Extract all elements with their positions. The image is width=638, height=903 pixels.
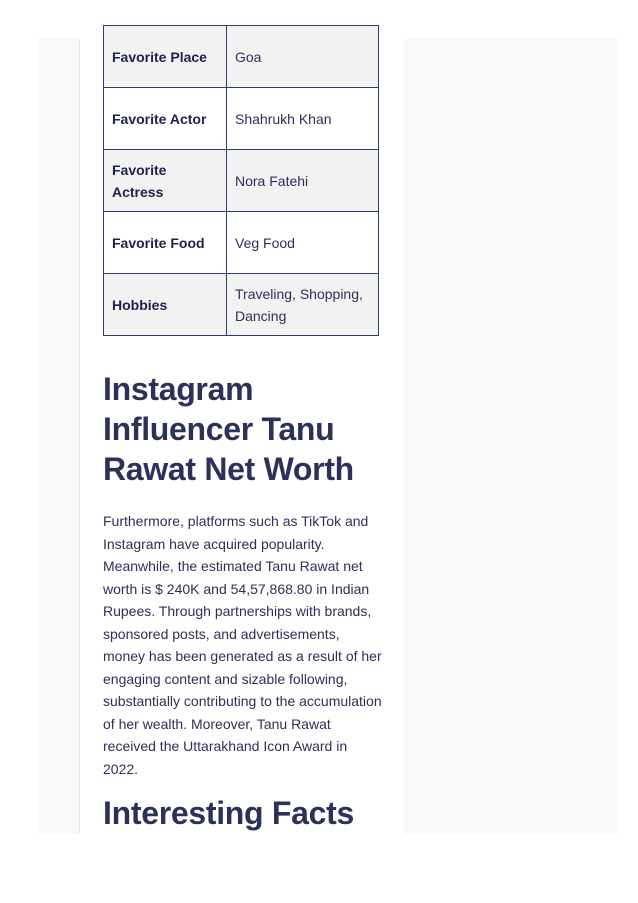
- net-worth-heading: Instagram Influencer Tanu Rawat Net Worth: [103, 371, 354, 487]
- table-row-value: Traveling, Shopping, Dancing: [227, 274, 379, 336]
- table-row-label: Favorite Food: [104, 212, 227, 274]
- table-row: [104, 274, 379, 336]
- table-row-value: Shahrukh Khan: [227, 88, 379, 150]
- interesting-facts-heading: Interesting Facts: [103, 795, 354, 831]
- table-row-value: Goa: [227, 26, 379, 88]
- table-row: [104, 212, 379, 274]
- table-row-label: Hobbies: [104, 274, 227, 336]
- table-row: [104, 88, 379, 150]
- table-row-label: Favorite Place: [104, 26, 227, 88]
- table-row: [104, 150, 379, 212]
- table-row-label: Favorite Actress: [104, 150, 227, 212]
- profile-info-table: [103, 25, 379, 336]
- sidebar-column: [404, 39, 618, 834]
- table-row-value: Veg Food: [227, 212, 379, 274]
- table-row-label: Favorite Actor: [104, 88, 227, 150]
- net-worth-paragraph: Furthermore, platforms such as TikTok and Instagram have acquired popularity. Meanwhile, the estimated Tanu Rawat net worth is $ 240K and 54,57,868.80 in Indian Rupees. Through partnerships with brands, sponsored posts, and advertisements, money has been generated as a result of her engaging content and sizable following, substantially contributing to the accumulation of her wealth. Moreover, Tanu Rawat received the Uttarakhand Icon Award in 2022.: [103, 513, 382, 777]
- table-row: [104, 26, 379, 88]
- table-row-value: Nora Fatehi: [227, 150, 379, 212]
